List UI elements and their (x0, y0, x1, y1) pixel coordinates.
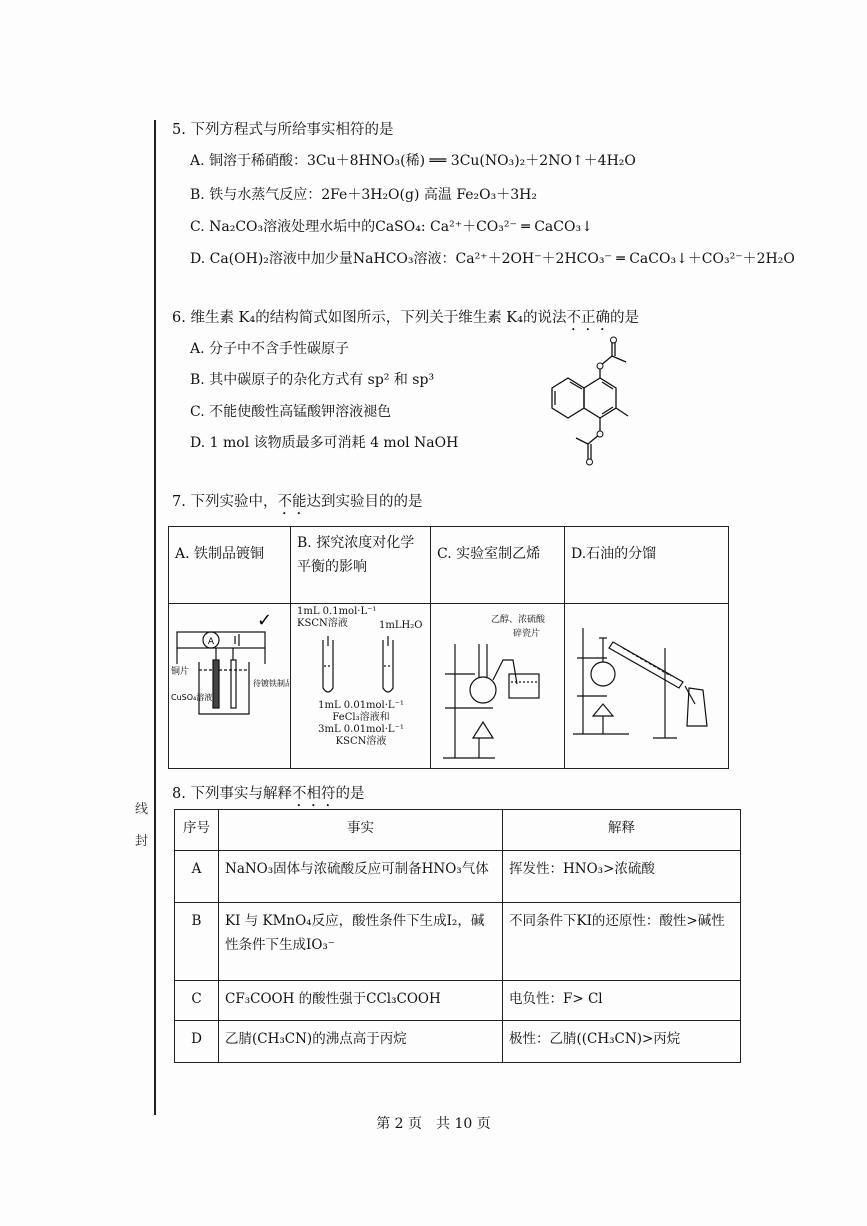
page-footer: 第 2 页 共 10 页 (376, 1116, 491, 1132)
q5-option-a: A. 铜溶于稀硝酸：3Cu＋8HNO₃(稀) ══ 3Cu(NO₃)₂＋2NO↑＋4H₂O (190, 153, 636, 169)
q7-stem-pre: 7. 下列实验中， (172, 494, 278, 510)
label-fecl3-mix: 1mL 0.01mol·L⁻¹ FeCl₃溶液和 3mL 0.01mol·L⁻¹ KSCN溶液 (318, 700, 404, 747)
q8-stem-emphasis: 不相符 (291, 786, 336, 802)
q7-cell-d (565, 604, 729, 769)
q7-header-a: A. 铁制品镀铜 (169, 527, 291, 604)
label-cuso4: CuSO₄溶液 (171, 693, 213, 702)
q7-cell-c (431, 604, 565, 769)
q5-option-d: D. Ca(OH)₂溶液中加少量NaHCO₃溶液：Ca²⁺＋2OH⁻＋2HCO₃⁻ ═ CaCO₃↓＋CO₃²⁻＋2H₂O (190, 251, 795, 267)
label-copper-plate: 铜片 (171, 667, 190, 677)
row-id: B (175, 903, 219, 981)
label-water: 1mLH₂O (379, 620, 423, 631)
test-tubes (311, 636, 411, 700)
q7-header-d: D.石油的分馏 (565, 527, 729, 604)
q6-option-a: A. 分子中不含手性碳原子 (190, 341, 350, 357)
q6-option-b: B. 其中碳原子的杂化方式有 sp² 和 sp³ (190, 372, 435, 388)
label-kscn-top: 1mL 0.1mol·L⁻¹ KSCN溶液 (297, 606, 377, 629)
table-row (175, 981, 741, 1021)
row-id: D (175, 1021, 219, 1063)
q8-col-explain: 解释 (503, 810, 741, 851)
row-explain: 电负性：F> Cl (503, 981, 741, 1021)
q7-stem (172, 490, 422, 518)
q8-stem-pre: 8. 下列事实与解释 (172, 786, 292, 802)
q5-stem: 5. 下列方程式与所给事实相符的是 (172, 122, 394, 138)
ammeter-label: A (207, 637, 215, 647)
row-explain: 挥发性：HNO₃>浓硫酸 (503, 851, 741, 903)
q7-cell-b (291, 604, 431, 769)
q8-stem-post: 的是 (335, 786, 365, 802)
q8-col-id: 序号 (175, 810, 219, 851)
row-id: A (175, 851, 219, 903)
margin-mark-2: 封 (135, 834, 149, 849)
label-porcelain: 碎瓷片 (513, 629, 541, 639)
electroplating-diagram (169, 604, 289, 764)
q8-col-fact: 事实 (219, 810, 503, 851)
table-row (175, 1021, 741, 1063)
ethylene-apparatus (435, 634, 561, 764)
label-ethanol: 乙醇、浓硫酸 (491, 615, 546, 625)
table-row (175, 851, 741, 903)
q5-option-b: B. 铁与水蒸气反应：2Fe＋3H₂O(g) 高温 Fe₂O₃＋3H₂ (190, 187, 537, 203)
row-explain: 极性：乙腈((CH₃CN)>丙烷 (503, 1021, 741, 1063)
vitamin-k4-structure (540, 330, 660, 490)
binding-line (154, 120, 156, 1115)
q7-stem-emphasis: 不能 (277, 494, 307, 510)
q6-stem-post: 的是 (609, 310, 639, 326)
row-explain: 不同条件下KI的还原性：酸性>碱性 (503, 903, 741, 981)
q8-header-row (175, 810, 741, 851)
row-fact: NaNO₃固体与浓硫酸反应可制备HNO₃气体 (219, 851, 503, 903)
q7-cell-a (169, 604, 291, 769)
q6-option-d: D. 1 mol 该物质最多可消耗 4 mol NaOH (190, 435, 459, 451)
table-row (175, 903, 741, 981)
q6-stem-emphasis: 不正确 (566, 310, 610, 326)
row-fact: CF₃COOH 的酸性强于CCl₃COOH (219, 981, 503, 1021)
q6-option-c: C. 不能使酸性高锰酸钾溶液褪色 (190, 404, 392, 420)
check-mark: ✓ (257, 610, 273, 631)
label-iron-item: 待镀铁制品 (253, 679, 289, 688)
q8-stem (172, 782, 364, 810)
q7-header-b: B. 探究浓度对化学平衡的影响 (291, 527, 431, 604)
q7-experiment-table (168, 526, 729, 769)
q6-stem-pre: 6. 维生素 K₄的结构简式如图所示，下列关于维生素 K₄的说法 (172, 310, 567, 326)
q5-option-c: C. Na₂CO₃溶液处理水垢中的CaSO₄: Ca²⁺＋CO₃²⁻ ═ CaCO₃↓ (190, 219, 593, 235)
q7-stem-post: 达到实验目的的是 (306, 494, 423, 510)
row-fact: KI 与 KMnO₄反应，酸性条件下生成I₂，碱性条件下生成IO₃⁻ (219, 903, 503, 981)
row-fact: 乙腈(CH₃CN)的沸点高于丙烷 (219, 1021, 503, 1063)
margin-mark-1: 线 (135, 802, 149, 817)
distillation-apparatus (569, 608, 725, 760)
q7-header-c: C. 实验室制乙烯 (431, 527, 565, 604)
q8-facts-table (174, 809, 741, 1063)
row-id: C (175, 981, 219, 1021)
